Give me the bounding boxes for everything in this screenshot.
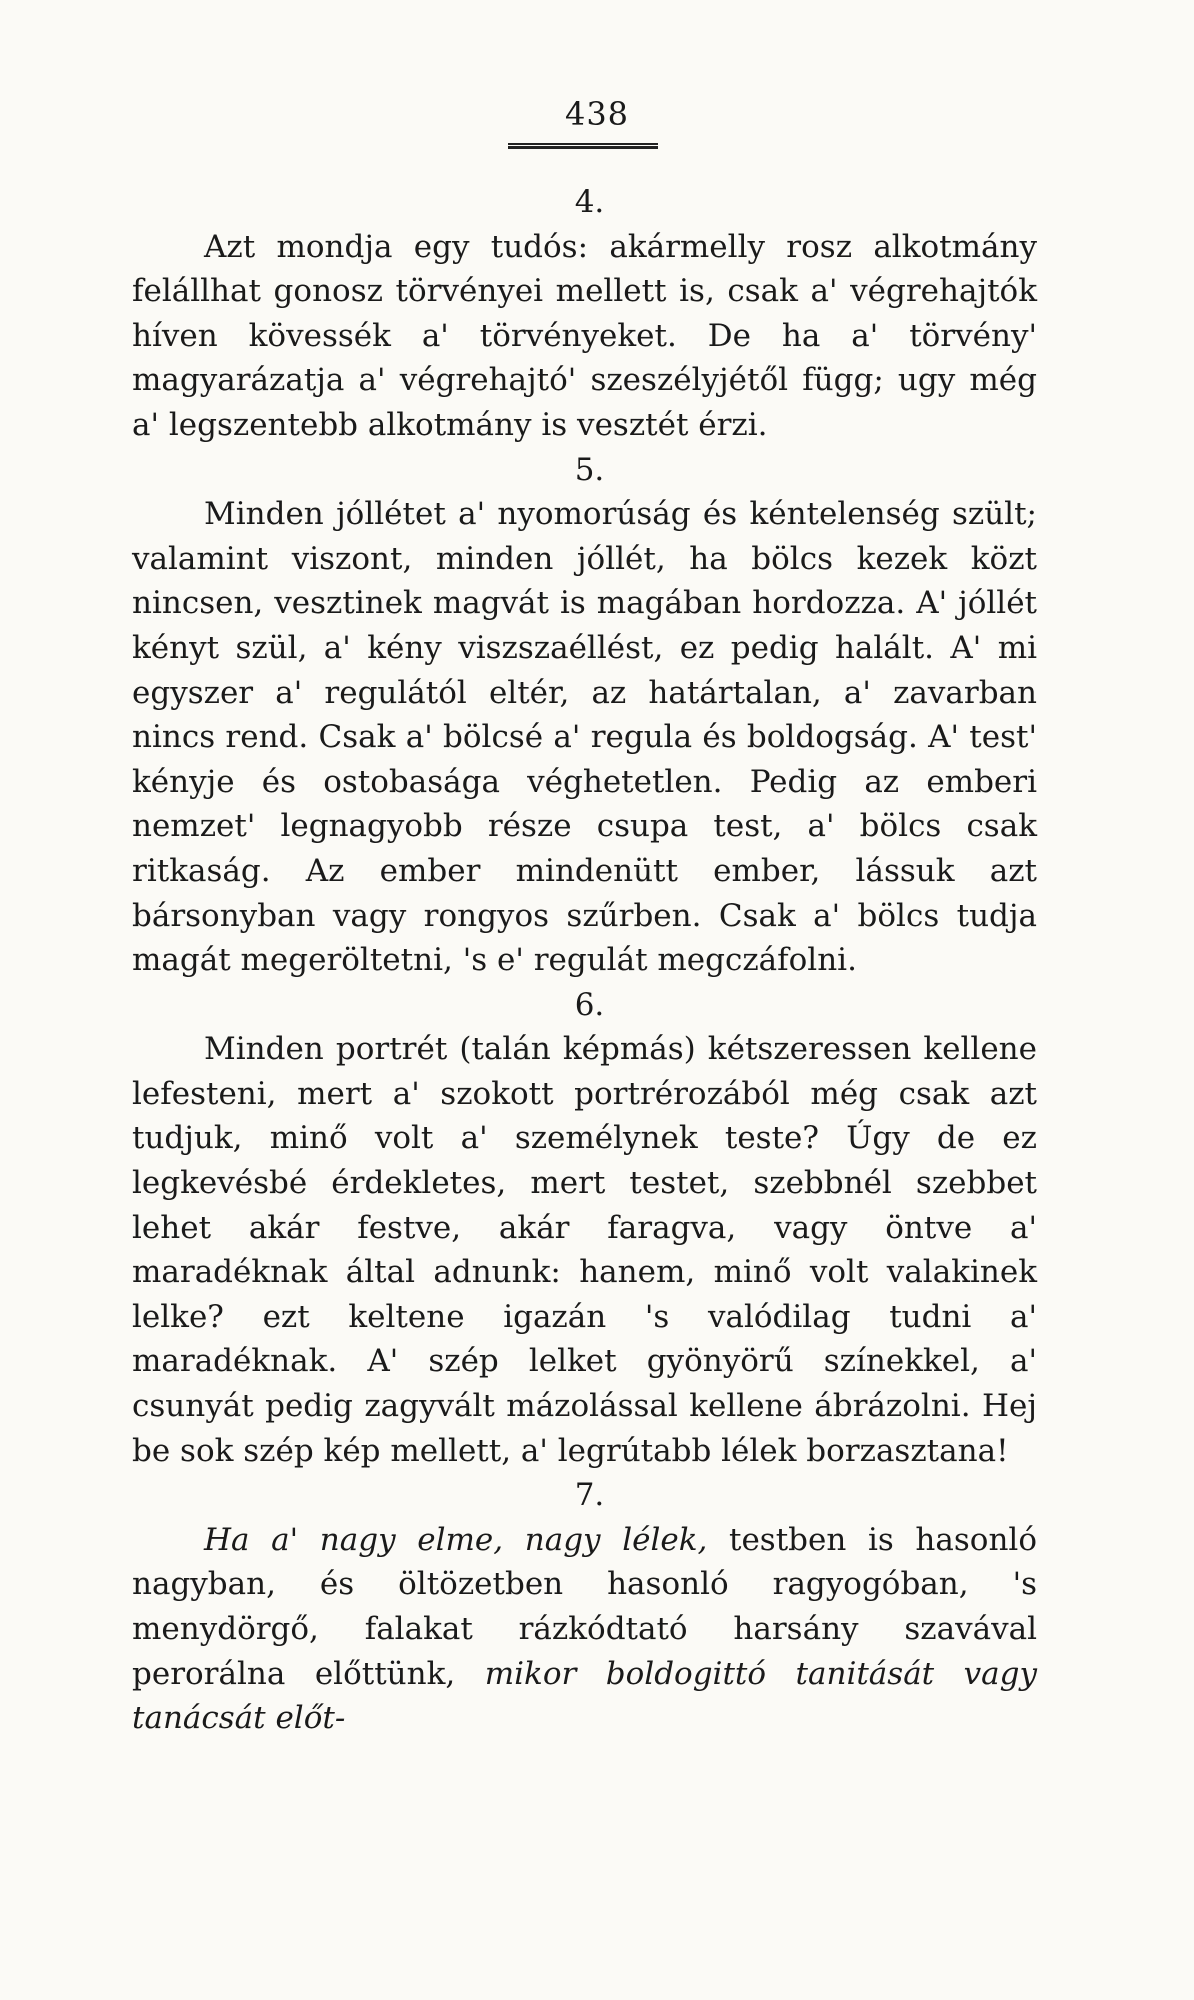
paragraph-text: testben is hasonló nagyban, és öltözetben hasonló ragyogóban, 's menydörgő, falakat rázkódtató harsány szavával perorálna előttünk, [132, 1521, 1037, 1692]
section-number: 7. [574, 1477, 605, 1514]
section-paragraph: Azt mondja egy tudós: akármelly rosz alkotmány felállhat gonosz törvényei mellett is, csak a' végrehajtók híven kövessék a' törvényeket. De ha a' törvény' magyarázatja a' végrehajtó' szeszélyjétől függ; ugy még a' legszentebb alkotmány is vesztét érzi. [132, 228, 1037, 443]
page-number: 438 [564, 95, 630, 133]
italic-tail: mikor boldogittó tanitását vagy tanácsát előt- [132, 1655, 1037, 1737]
italic-lead: Ha a' nagy elme, nagy lélek, [204, 1521, 708, 1558]
body-text [132, 180, 1037, 1741]
section-paragraph [132, 1518, 1037, 1741]
section-paragraph: Minden portrét (talán képmás) kétszeressen kellene lefesteni, mert a' szokott portrérozából még csak azt tudjuk, minő volt a' személynek teste? Úgy de ez legkevésbé érdekletes, mert testet, szebbnél szebbet lehet akár festve, akár faragva, vagy öntve a' maradéknak által adnunk: hanem, minő volt valakinek lelke? ezt keltene igazán 's valódilag tudni a' maradéknak. A' szép lelket gyönyörű színekkel, a' csunyát pedig zagyvált mázolással kellene ábrázolni. Hej be sok szép kép mellett, a' legrútabb lélek borzasztana! [132, 1031, 1037, 1469]
section-number: 5. [574, 451, 605, 488]
section-number: 6. [574, 986, 605, 1023]
section-number: 4. [574, 184, 605, 220]
section-paragraph: Minden jóllétet a' nyomorúság és kéntelenség szült; valamint viszont, minden jóllét, ha bölcs kezek közt nincsen, vesztinek magvát is magában hordozza. A' jóllét kényt szül, a' kény viszszaéllést, ez pedig halált. A' mi egyszer a' regulától eltér, az határtalan, a' zavarban nincs rend. Csak a' bölcsé a' regula és boldogság. A' test' kényje és ostobasága véghetetlen. Pedig az emberi nemzet' legnagyobb része csupa test, a' bölcs csak ritkaság. Az ember mindenütt ember, lássuk azt bársonyban vagy rongyos szűrben. Csak a' bölcs tudja magát megeröltetni, 's e' regulát megczáfolni. [132, 496, 1037, 979]
header-rule [508, 143, 658, 149]
